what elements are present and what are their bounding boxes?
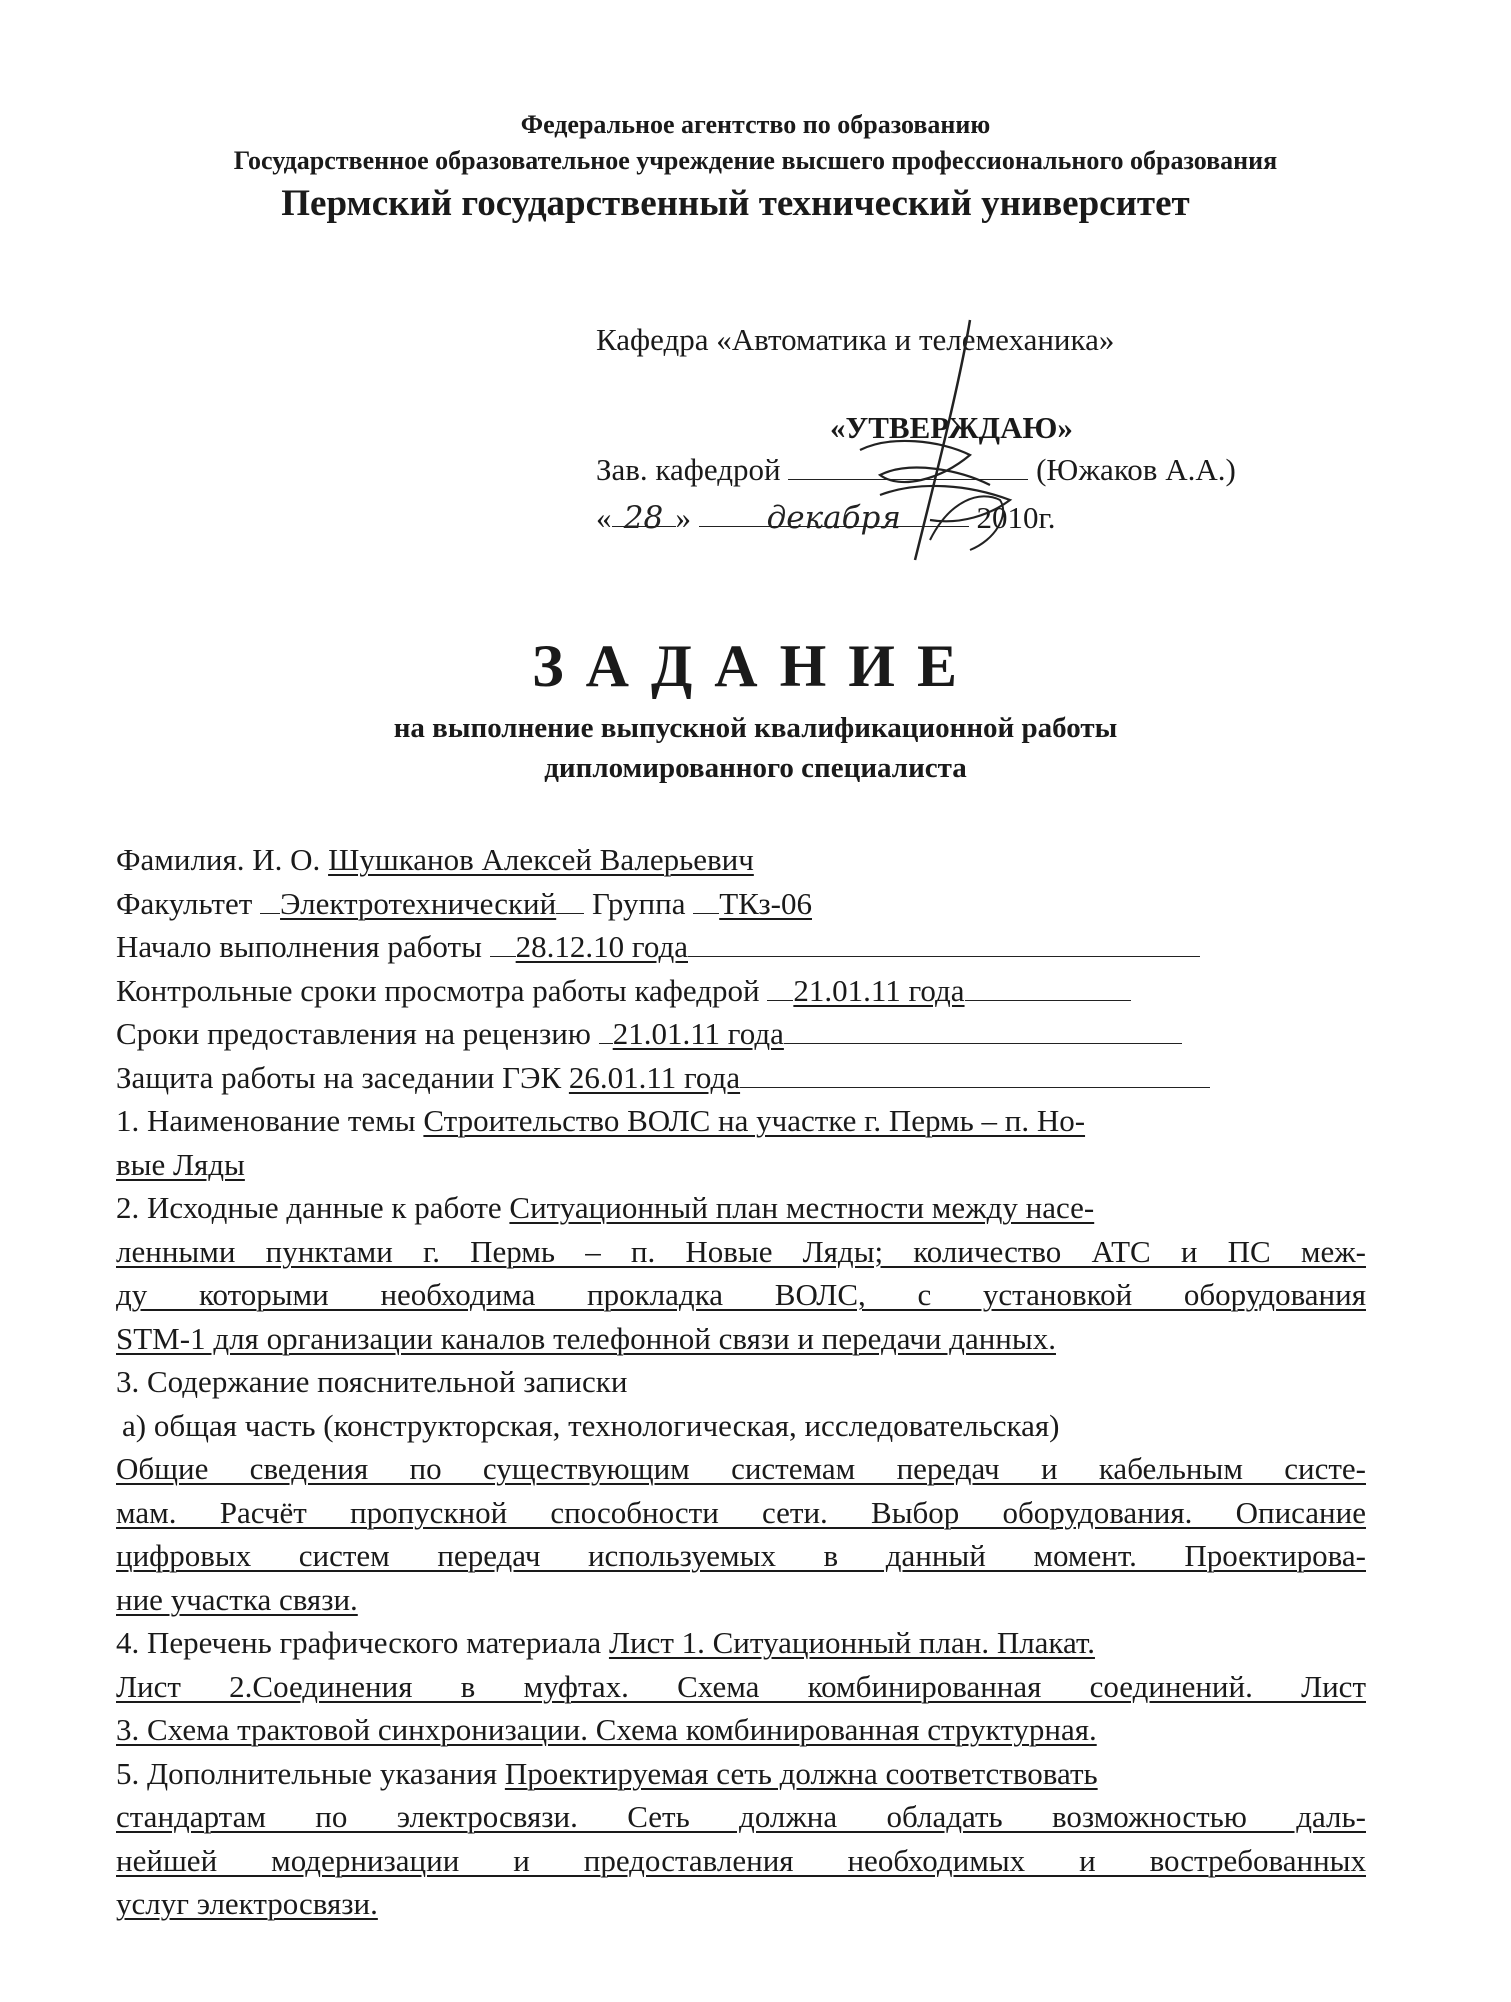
review-value: 21.01.11 года (612, 1016, 784, 1051)
item-topic-2 (116, 1143, 1366, 1187)
content-line-1: Общие сведения по существующим системам передач и кабельным систе- (116, 1451, 1366, 1486)
faculty-value: Электротехнический (280, 885, 557, 921)
item-content-3 (116, 1534, 1366, 1578)
item-content-label (116, 1360, 1366, 1404)
item-content-2 (116, 1491, 1366, 1535)
university-header: Пермский государственный технический университет (281, 183, 1190, 224)
graphics-line-3: 3. Схема трактовой синхронизации. Схема комбинированная структурная. (116, 1712, 1097, 1747)
name-label: Фамилия. И. О. (116, 842, 321, 877)
date-year: 2010 (976, 500, 1039, 535)
start-fill (688, 928, 1200, 957)
item-extra-3 (116, 1839, 1366, 1883)
item-extra-2 (116, 1795, 1366, 1839)
review-pad (599, 1015, 613, 1044)
handwritten-signature (820, 300, 1060, 590)
field-start (116, 925, 1366, 969)
start-pad (490, 928, 516, 957)
extra-line-1: Проектируемая сеть должна соответствовать (504, 1755, 1098, 1791)
head-label: Зав. кафедрой (596, 452, 781, 487)
date-month: декабря (699, 500, 969, 527)
graphics-label: 4. Перечень графического материала (116, 1625, 602, 1660)
defense-value: 26.01.11 года (568, 1059, 741, 1095)
item-topic-1 (116, 1099, 1366, 1143)
name-value: Шушканов Алексей Валерьевич (328, 842, 754, 877)
date-day: 28 (612, 500, 676, 527)
control-label: Контрольные сроки просмотра работы кафедрой (116, 972, 760, 1008)
start-label: Начало выполнения работы (116, 929, 482, 964)
date-suffix: г. (1038, 500, 1056, 535)
document-title: ЗАДАНИЕ (532, 633, 979, 699)
item-content-1 (116, 1447, 1366, 1491)
group-value: ТКз-06 (719, 885, 812, 921)
defense-label: Защита работы на заседании ГЭК (116, 1059, 562, 1095)
institution-header: Государственное образовательное учреждение высшего профессионального образования (233, 146, 1278, 175)
item-extra-1 (116, 1752, 1366, 1796)
document-subtitle-1: на выполнение выпускной квалификационной работы (393, 712, 1118, 744)
department-line: Кафедра «Автоматика и телемеханика» (596, 322, 1115, 357)
review-label: Сроки предоставления на рецензию (116, 1016, 591, 1051)
item-source-1 (116, 1186, 1366, 1230)
agency-header: Федеральное агентство по образованию (520, 110, 991, 139)
control-pad (767, 972, 793, 1001)
topic-label: 1. Наименование темы (116, 1103, 416, 1138)
topic-line-2: вые Ляды (116, 1146, 245, 1182)
extra-line-3: нейшей модернизации и предоставления необходимых и востребованных (116, 1842, 1366, 1878)
item-content-4 (116, 1578, 1366, 1622)
item-source-2 (116, 1230, 1366, 1274)
item-source-3 (116, 1273, 1366, 1317)
document-subtitle-2: дипломированного специалиста (544, 752, 967, 784)
extra-line-4: услуг электросвязи. (116, 1886, 378, 1921)
content-sub: а) общая часть (конструкторская, технологическая, исследовательская) (122, 1407, 1060, 1443)
group-label: Группа (591, 885, 686, 921)
item-graphics-3 (116, 1708, 1366, 1752)
defense-fill (740, 1059, 1210, 1088)
head-name: (Южаков А.А.) (1036, 452, 1236, 487)
topic-line-1: Строительство ВОЛС на участке г. Пермь – п. Но- (423, 1103, 1086, 1138)
item-graphics-1 (116, 1621, 1366, 1665)
content-line-4: ние участка связи. (116, 1581, 358, 1617)
approval-title: «УТВЕРЖДАЮ» (830, 410, 1073, 445)
field-name (116, 838, 1366, 882)
source-line-3: ду которыми необходима прокладка ВОЛС, с установкой оборудования (116, 1277, 1366, 1312)
content-label: 3. Содержание пояснительной записки (116, 1364, 628, 1399)
content-line-2: мам. Расчёт пропускной способности сети. Выбор оборудования. Описание (116, 1494, 1366, 1530)
graphics-line-1: Лист 1. Ситуационный план. Плакат. (608, 1625, 1095, 1660)
field-review (116, 1012, 1366, 1056)
source-label: 2. Исходные данные к работе (116, 1190, 502, 1225)
source-line-2: ленными пунктами г. Пермь – п. Новые Ляды; количество АТС и ПС меж- (116, 1233, 1366, 1269)
item-extra-4 (116, 1882, 1366, 1926)
extra-label: 5. Дополнительные указания (116, 1755, 498, 1791)
review-fill (784, 1015, 1182, 1044)
item-source-4 (116, 1317, 1366, 1361)
content-line-3: цифровых систем передач используемых в данный момент. Проектирова- (116, 1538, 1366, 1573)
faculty-pad (260, 885, 280, 914)
start-value: 28.12.10 года (515, 929, 688, 964)
field-defense (116, 1056, 1366, 1100)
control-fill (965, 972, 1131, 1001)
source-line-1: Ситуационный план местности между насе- (509, 1190, 1095, 1225)
item-content-sub (116, 1404, 1366, 1448)
field-control (116, 969, 1366, 1013)
task-body (116, 838, 1366, 1926)
source-line-4: STM-1 для организации каналов телефонной связи и передачи данных. (116, 1320, 1056, 1356)
field-faculty-group (116, 882, 1366, 926)
control-value: 21.01.11 года (793, 972, 965, 1008)
item-graphics-2 (116, 1665, 1366, 1709)
extra-line-2: стандартам по электросвязи. Сеть должна обладать возможностью даль- (116, 1799, 1366, 1834)
faculty-label: Факультет (116, 885, 253, 921)
group-pad (693, 885, 719, 914)
date-quote-open: « (596, 500, 612, 535)
graphics-line-2: Лист 2.Соединения в муфтах. Схема комбинированная соединений. Лист (116, 1668, 1366, 1704)
faculty-pad-end (556, 885, 584, 914)
date-quote-close: » (675, 500, 691, 535)
